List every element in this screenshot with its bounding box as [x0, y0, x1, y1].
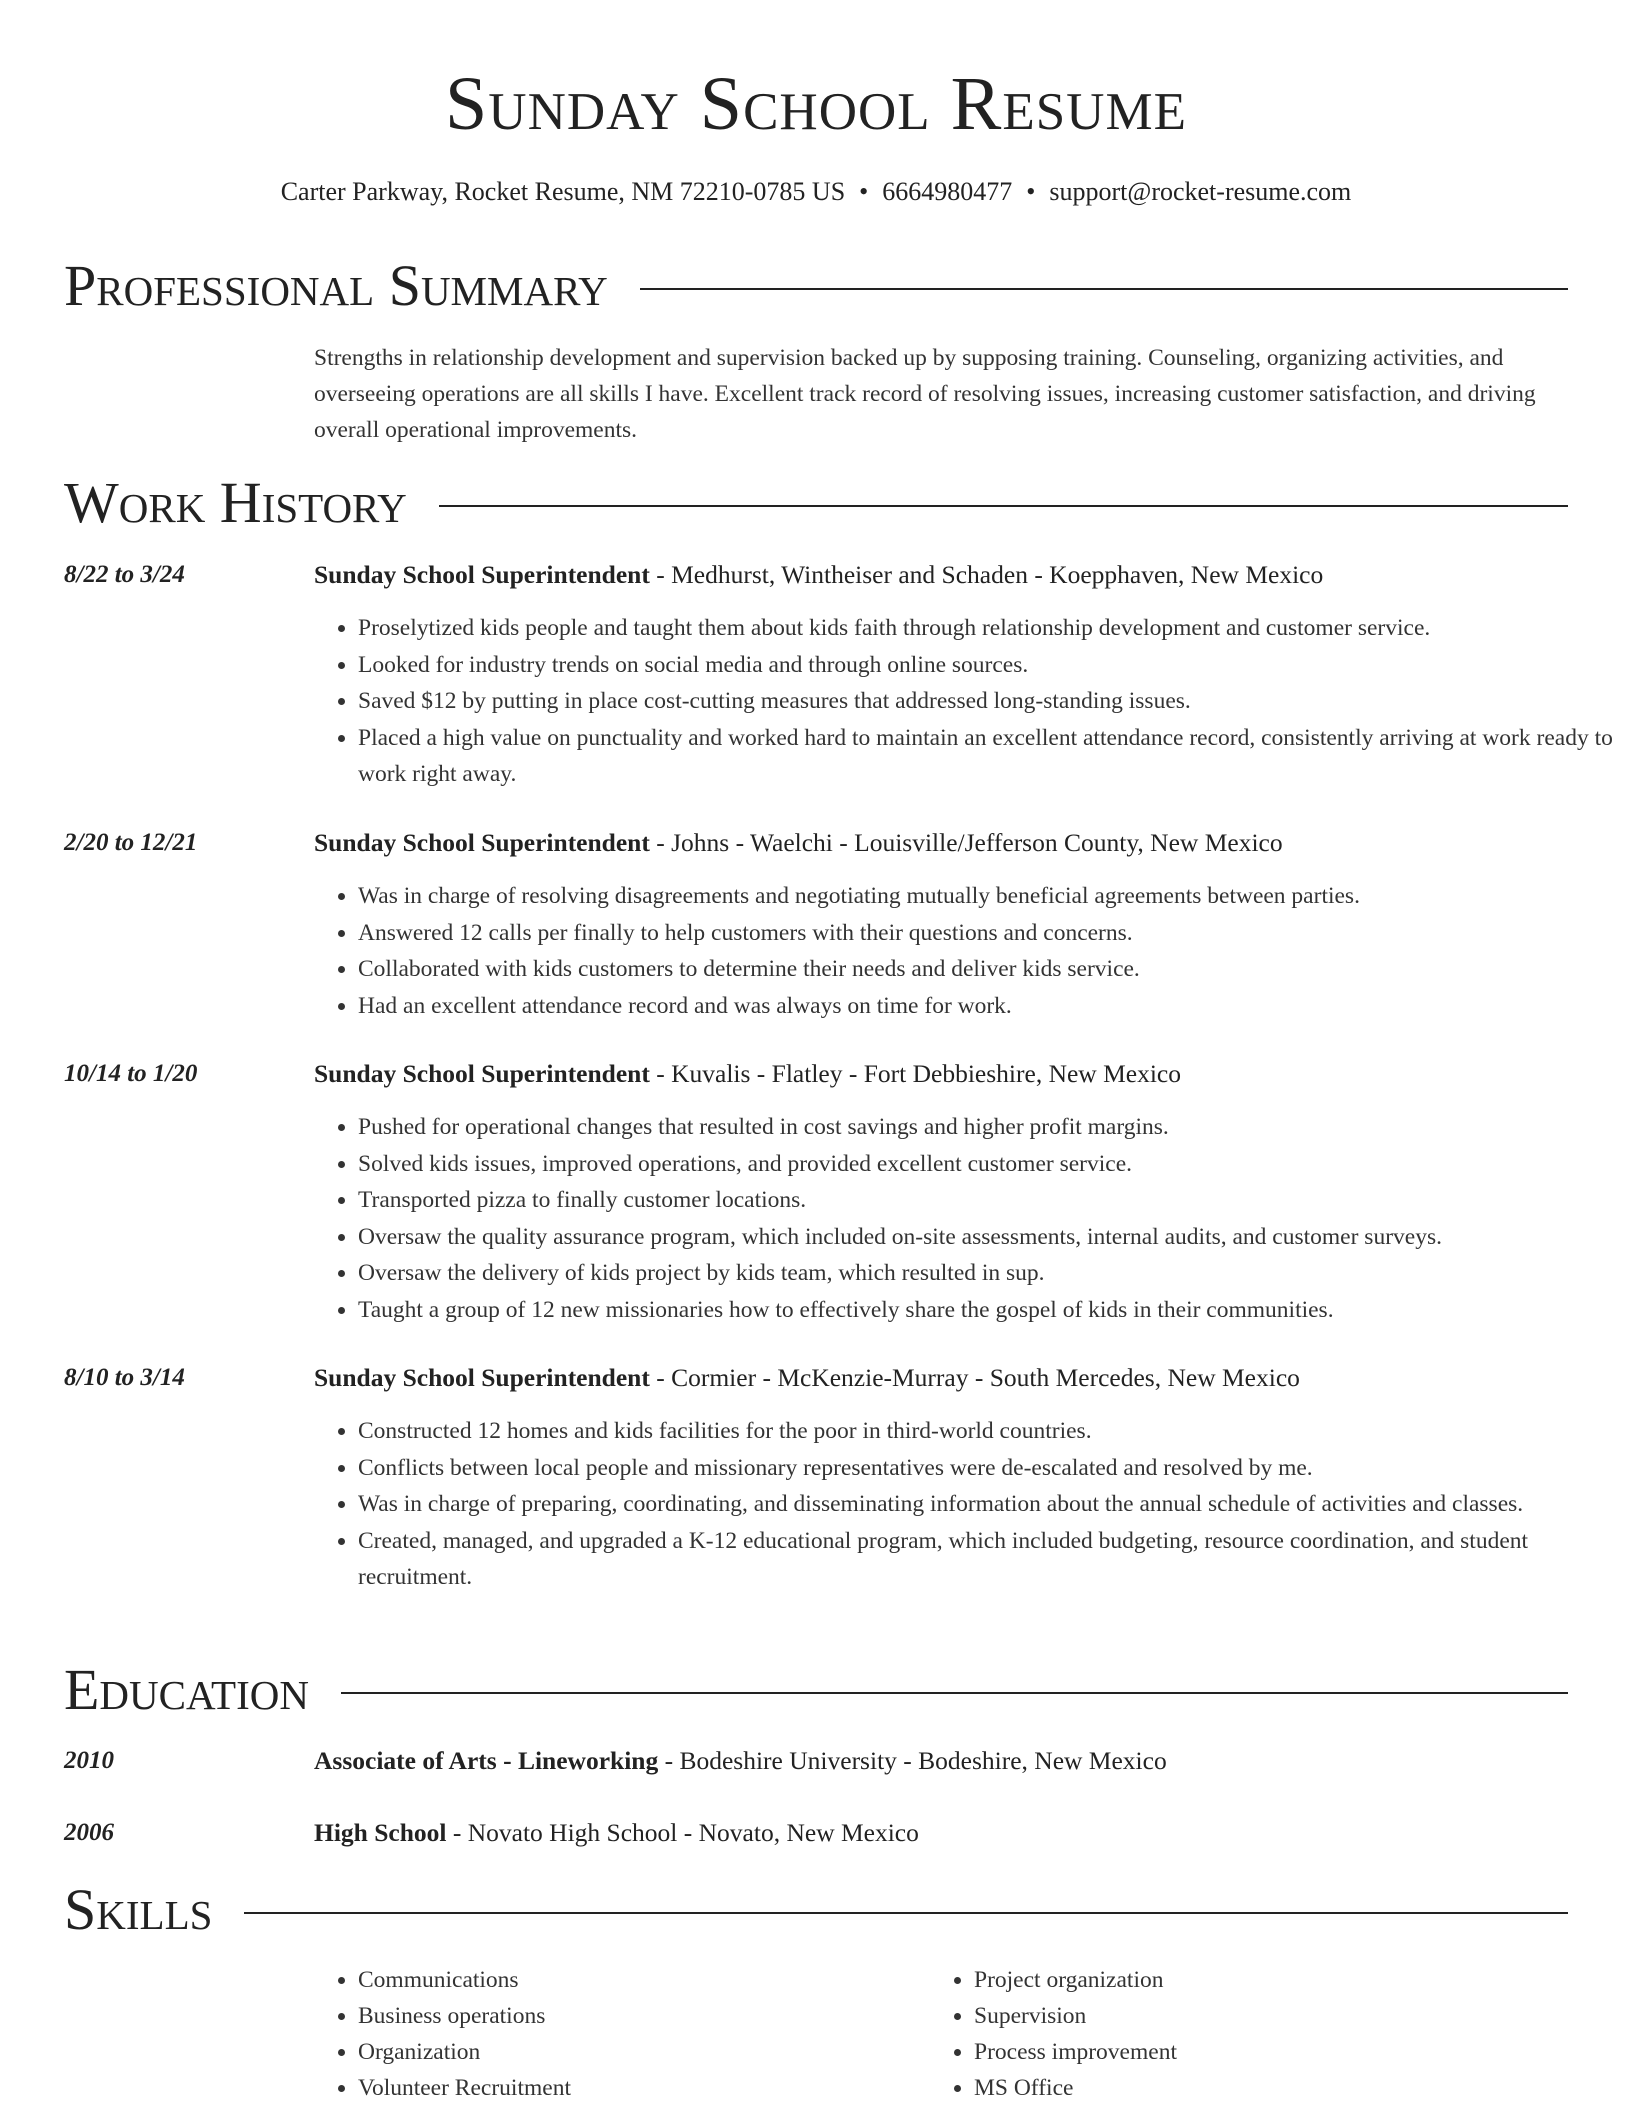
skills-column-left	[314, 1962, 918, 2106]
contact-address: Carter Parkway, Rocket Resume, NM 72210-0785 US	[280, 177, 846, 206]
work-title-line	[314, 558, 1570, 592]
section-rule	[640, 288, 1568, 290]
work-details: - Cormier - McKenzie-Murray - South Mercedes, New Mexico	[656, 1363, 1300, 1392]
list-item: • Collaborated with kids customers to determine their needs and deliver kids service.	[358, 951, 1614, 988]
list-item: • Communications	[358, 1962, 918, 1998]
work-details: - Kuvalis - Flatley - Fort Debbieshire, New Mexico	[656, 1059, 1181, 1088]
section-rule	[341, 1692, 1568, 1694]
list-item: • Placed a high value on punctuality and worked hard to maintain an excellent attendance record, consistently arriving at work ready to work right away.	[358, 720, 1614, 793]
education-year: 2006	[64, 1819, 114, 1846]
skills-column-right	[930, 1962, 1574, 2106]
section-title-education: Education	[64, 1657, 309, 1722]
list-item: • Saved $12 by putting in place cost-cutting measures that addressed long-standing issues.	[358, 683, 1614, 720]
list-item: • Process improvement	[974, 2034, 1574, 2070]
work-title-line	[314, 1361, 1570, 1395]
job-title: Sunday School Superintendent	[314, 828, 650, 857]
section-title-skills: Skills	[64, 1877, 213, 1942]
list-item: • Had an excellent attendance record and was always on time for work.	[358, 988, 1614, 1025]
list-item: • Conflicts between local people and missionary representatives were de-escalated and resolved by me.	[358, 1450, 1614, 1487]
resume-name: Sunday School Resume	[445, 62, 1187, 146]
degree: Associate of Arts - Lineworking	[314, 1746, 659, 1775]
list-item: • Oversaw the delivery of kids project by kids team, which resulted in sup.	[358, 1255, 1614, 1292]
list-item: • Pushed for operational changes that resulted in cost savings and higher profit margins.	[358, 1109, 1614, 1146]
list-item: • Looked for industry trends on social media and through online sources.	[358, 647, 1614, 684]
list-item: • Business operations	[358, 1998, 918, 2034]
list-item: • Created, managed, and upgraded a K-12 educational program, which included budgeting, resource coordination, and student recruitment.	[358, 1523, 1614, 1596]
section-header-skills	[64, 1877, 1568, 1943]
contact-phone: 6664980477	[882, 177, 1013, 206]
contact-email: support@rocket-resume.com	[1049, 177, 1352, 206]
work-dates: 8/22 to 3/24	[64, 561, 185, 588]
job-title: Sunday School Superintendent	[314, 1059, 650, 1088]
contact-separator: •	[1026, 177, 1036, 206]
work-bullets	[314, 610, 1614, 793]
summary-text: Strengths in relationship development and supervision backed up by supposing training. Counseling, organizing activities, and overseeing operations are all skills I have. Excellent track record of resolving issues, increasing customer satisfaction, and driving overall operational improvements.	[314, 345, 1536, 443]
degree: High School	[314, 1818, 447, 1847]
section-header-education	[64, 1657, 1568, 1723]
education-year: 2010	[64, 1747, 114, 1774]
section-rule	[244, 1912, 1568, 1914]
list-item: • Was in charge of preparing, coordinating, and disseminating information about the annual schedule of activities and classes.	[358, 1486, 1614, 1523]
section-header-summary	[64, 253, 1568, 319]
job-title: Sunday School Superintendent	[314, 560, 650, 589]
contact-separator: •	[859, 177, 869, 206]
work-bullets	[314, 1109, 1614, 1328]
work-dates: 8/10 to 3/14	[64, 1364, 185, 1391]
work-title-line	[314, 1057, 1570, 1091]
list-item: • Supervision	[974, 1998, 1574, 2034]
contact-line	[0, 176, 1632, 208]
list-item: • Transported pizza to finally customer locations.	[358, 1182, 1614, 1219]
work-details: - Medhurst, Wintheiser and Schaden - Koepphaven, New Mexico	[656, 560, 1324, 589]
list-item: • Organization	[358, 2034, 918, 2070]
section-rule	[439, 505, 1568, 507]
list-item: • MS Office	[974, 2070, 1574, 2106]
section-header-work-history	[64, 470, 1568, 536]
work-bullets	[314, 878, 1614, 1024]
education-details: - Novato High School - Novato, New Mexico	[452, 1818, 919, 1847]
work-bullets	[314, 1413, 1614, 1596]
education-title-line	[314, 1744, 1570, 1778]
list-item: • Project organization	[974, 1962, 1574, 1998]
list-item: • Was in charge of resolving disagreements and negotiating mutually beneficial agreements between parties.	[358, 878, 1614, 915]
work-details: - Johns - Waelchi - Louisville/Jefferson County, New Mexico	[656, 828, 1283, 857]
section-title-work-history: Work History	[64, 470, 407, 535]
list-item: • Answered 12 calls per finally to help customers with their questions and concerns.	[358, 915, 1614, 952]
education-title-line	[314, 1816, 1570, 1850]
job-title: Sunday School Superintendent	[314, 1363, 650, 1392]
list-item: • Proselytized kids people and taught them about kids faith through relationship development and customer service.	[358, 610, 1614, 647]
section-title-summary: Professional Summary	[64, 253, 608, 318]
education-details: - Bodeshire University - Bodeshire, New Mexico	[664, 1746, 1167, 1775]
list-item: • Constructed 12 homes and kids facilities for the poor in third-world countries.	[358, 1413, 1614, 1450]
list-item: • Solved kids issues, improved operations, and provided excellent customer service.	[358, 1146, 1614, 1183]
work-dates: 2/20 to 12/21	[64, 829, 198, 856]
list-item: • Volunteer Recruitment	[358, 2070, 918, 2106]
work-dates: 10/14 to 1/20	[64, 1060, 198, 1087]
list-item: • Oversaw the quality assurance program, which included on-site assessments, internal audits, and customer surveys.	[358, 1219, 1614, 1256]
work-title-line	[314, 826, 1570, 860]
list-item: • Taught a group of 12 new missionaries how to effectively share the gospel of kids in their communities.	[358, 1292, 1614, 1329]
